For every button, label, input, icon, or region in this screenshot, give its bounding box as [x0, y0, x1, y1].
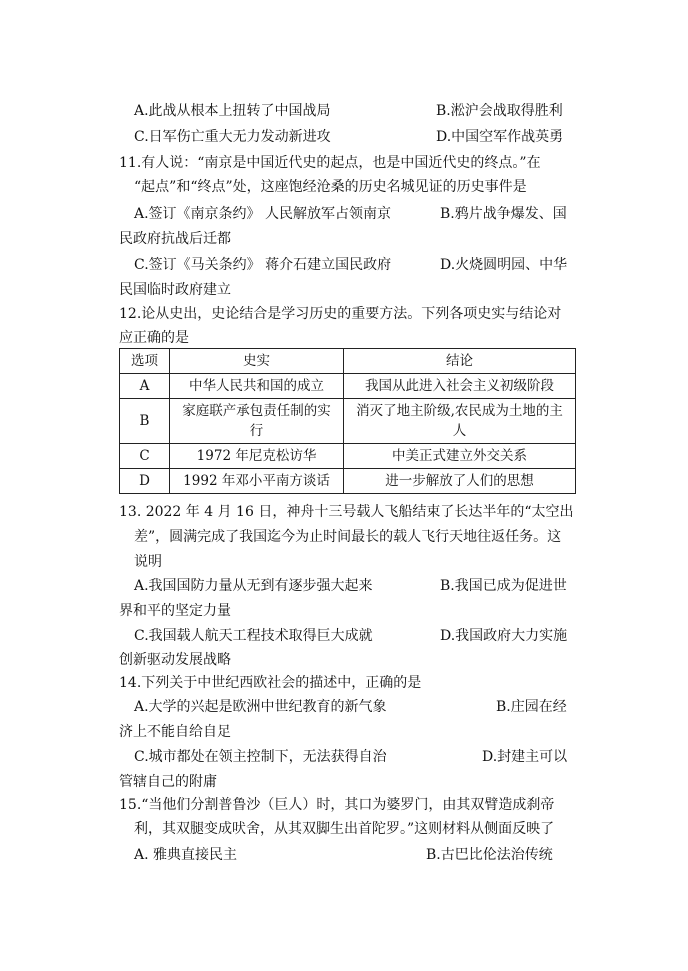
- q11-stem-line-2: “起点”和“终点”处，这座饱经沧桑的历史名城见证的历史事件是: [134, 179, 527, 195]
- q14-option-d: D.封建主可以: [482, 749, 568, 765]
- row-b-conclusion-line-1: 消灭了地主阶级,农民成为土地的主: [356, 403, 563, 419]
- table-row: [120, 399, 576, 444]
- row-b-fact-line-1: 家庭联产承包责任制的实: [182, 403, 331, 419]
- q15-stem-line-2: 利，其双腿变成吠舍，从其双脚生出首陀罗。”这则材料从侧面反映了: [134, 821, 555, 837]
- q12-stem-line-1: 12.论从史出，史论结合是学习历史的重要方法。下列各项史实与结论对: [119, 306, 562, 322]
- q15-option-b: B.古巴比伦法治传统: [426, 847, 553, 863]
- q13-option-d: D.我国政府大力实施: [440, 628, 568, 644]
- q13-stem-line-3: 说明: [134, 554, 162, 570]
- q10-option-b: B.淞沪会战取得胜利: [436, 103, 563, 119]
- q12-stem-line-2: 应正确的是: [119, 330, 189, 346]
- row-a-option: A: [120, 374, 170, 399]
- row-a-conclusion: 我国从此进入社会主义初级阶段: [344, 374, 576, 399]
- row-b-fact-line-2: 行: [249, 423, 264, 439]
- header-option: 选项: [120, 349, 170, 374]
- q14-option-a: A.大学的兴起是欧洲中世纪教育的新气象: [134, 699, 387, 715]
- header-fact: 史实: [170, 349, 344, 374]
- table-row: [120, 444, 576, 469]
- q14-stem: 14.下列关于中世纪西欧社会的描述中，正确的是: [119, 675, 422, 691]
- row-d-fact: 1992 年邓小平南方谈话: [170, 469, 344, 494]
- q11-option-c: C.签订《马关条约》 蒋介石建立国民政府: [134, 257, 392, 273]
- q15-option-a: A. 雅典直接民主: [134, 847, 238, 863]
- table-header-row: [120, 349, 576, 374]
- q10-option-c: C.日军伤亡重大无力发动新进攻: [134, 129, 331, 145]
- q15-stem-line-1: 15.“当他们分割普鲁沙（巨人）时，其口为婆罗门，由其双臂造成刹帝: [119, 797, 555, 813]
- row-d-option: D: [120, 469, 170, 494]
- q14-option-b: B.庄园在经: [496, 699, 567, 715]
- row-c-fact: 1972 年尼克松访华: [170, 444, 344, 469]
- row-c-conclusion: 中美正式建立外交关系: [344, 444, 576, 469]
- q14-option-b-cont: 济上不能自给自足: [119, 724, 231, 740]
- row-a-fact: 中华人民共和国的成立: [170, 374, 344, 399]
- q13-option-c: C.我国载人航天工程技术取得巨大成就: [134, 628, 373, 644]
- q14-option-c: C.城市都处在领主控制下，无法获得自治: [134, 749, 387, 765]
- q12-table: [119, 348, 575, 494]
- q11-option-a: A.签订《南京条约》 人民解放军占领南京: [134, 206, 392, 222]
- q10-option-a: A.此战从根本上扭转了中国战局: [134, 103, 331, 119]
- row-b-fact: [170, 399, 344, 444]
- q11-option-d: D.火烧圆明园、中华: [440, 257, 568, 273]
- q13-option-d-cont: 创新驱动发展战略: [119, 652, 231, 668]
- row-d-conclusion: 进一步解放了人们的思想: [344, 469, 576, 494]
- table-row: [120, 374, 576, 399]
- table-row: [120, 469, 576, 494]
- header-conclusion: 结论: [344, 349, 576, 374]
- q13-stem-line-1: 13. 2022 年 4 月 16 日，神舟十三号载人飞船结束了长达半年的“太空出: [119, 504, 574, 520]
- q11-stem-line-1: 11.有人说：“南京是中国近代史的起点，也是中国近代史的终点。”在: [119, 155, 541, 171]
- q10-option-d: D.中国空军作战英勇: [436, 129, 564, 145]
- row-b-conclusion-line-2: 人: [452, 423, 467, 439]
- q13-option-b-cont: 界和平的坚定力量: [119, 603, 231, 619]
- row-b-conclusion: [344, 399, 576, 444]
- q13-stem-line-2: 差”，圆满完成了我国迄今为止时间最长的载人飞行天地往返任务。这: [134, 529, 562, 545]
- q13-option-b: B.我国已成为促进世: [440, 578, 567, 594]
- q11-option-d-cont: 民国临时政府建立: [119, 282, 231, 298]
- q11-option-b-cont: 民政府抗战后迁都: [119, 231, 231, 247]
- q13-option-a: A.我国国防力量从无到有逐步强大起来: [134, 578, 373, 594]
- q14-option-d-cont: 管辖自己的附庸: [119, 774, 217, 790]
- row-b-option: B: [120, 399, 170, 444]
- row-c-option: C: [120, 444, 170, 469]
- q11-option-b: B.鸦片战争爆发、国: [440, 206, 567, 222]
